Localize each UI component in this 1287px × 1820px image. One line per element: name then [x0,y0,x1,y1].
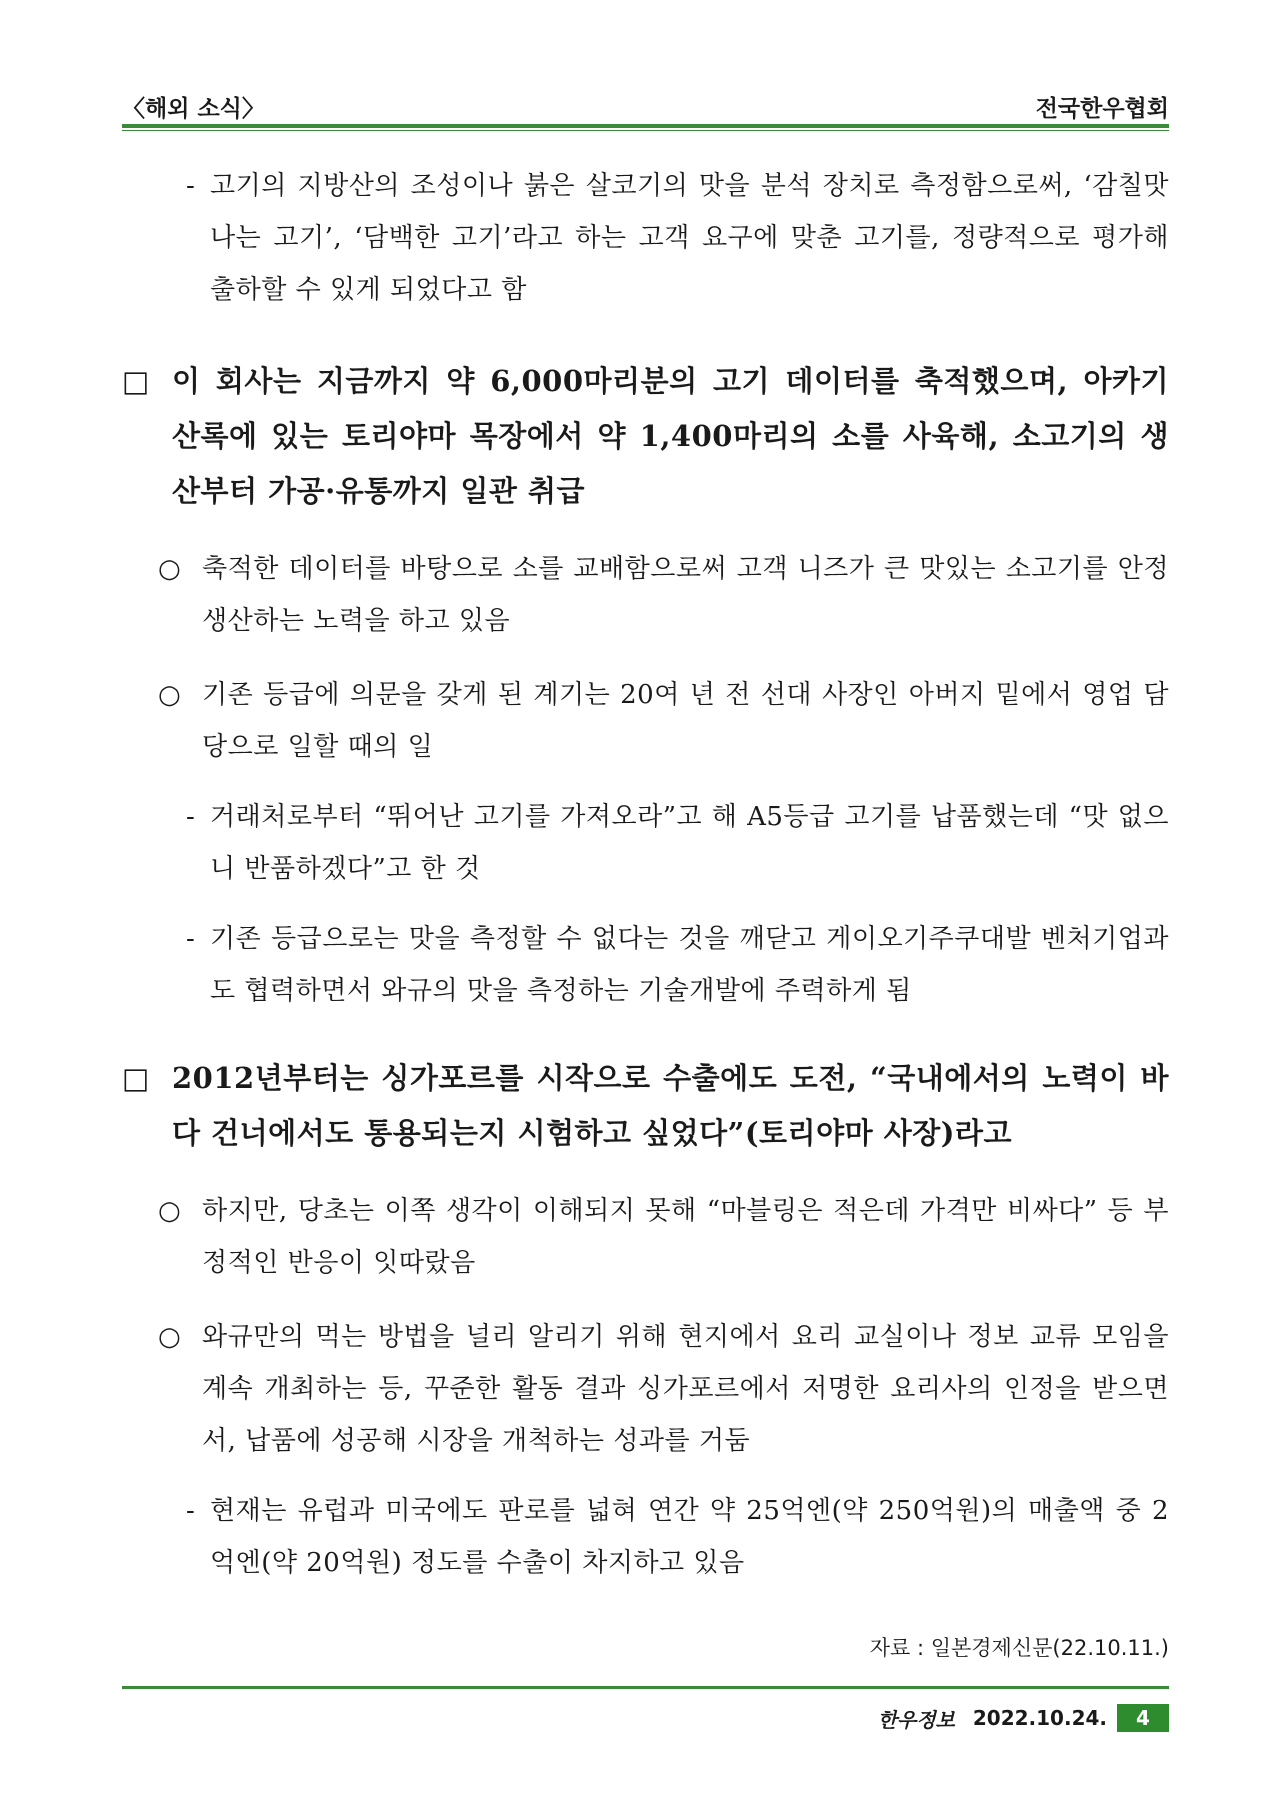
paragraph-text: 현재는 유럽과 미국에도 판로를 넓혀 연간 약 25억엔(약 250억원)의 매출액 중 2억엔(약 20억원) 정도를 수출이 차지하고 있음 [210,1496,1169,1578]
page-header [122,86,1169,124]
circle-item [122,1311,1169,1467]
circle-bullet: ○ [158,1322,182,1352]
dash-item [122,913,1169,1017]
paragraph-text: 2012년부터는 싱가포르를 시작으로 수출에도 도전, “국내에서의 노력이 바다 건너에서도 통용되는지 시험하고 싶었다”(토리야마 사장)라고 [172,1061,1169,1150]
page-number-badge: 4 [1117,1704,1169,1732]
box-item [122,354,1169,519]
section-label: 〈해외 소식〉 [122,96,265,122]
dash-bullet: - [186,1496,196,1526]
paragraph-text: 축적한 데이터를 바탕으로 소를 교배함으로써 고객 니즈가 큰 맛있는 소고기를 안정 생산하는 노력을 하고 있음 [202,554,1169,636]
dash-item [122,1485,1169,1589]
paragraph-text: 하지만, 당초는 이쪽 생각이 이해되지 못해 “마블링은 적은데 가격만 비싸다” 등 부정적인 반응이 잇따랐음 [202,1196,1169,1278]
publication-name: 한우정보 [877,1707,955,1732]
page-footer [878,1704,1169,1732]
source-citation: 자료 : 일본경제신문(22.10.11.) [869,1636,1169,1660]
circle-bullet: ○ [158,680,182,710]
dash-item [122,160,1169,316]
paragraph-text: 와규만의 먹는 방법을 널리 알리기 위해 현지에서 요리 교실이나 정보 교류 모임을 계속 개최하는 등, 꾸준한 활동 결과 싱가포르에서 저명한 요리사의 인정을 받으면서, 납품에 성공해 시장을 개척하는 성과를 거둠 [202,1322,1169,1456]
box-bullet: □ [122,1061,150,1095]
circle-bullet: ○ [158,1196,182,1226]
header-divider [122,124,1169,128]
paragraph-text: 거래처로부터 “뛰어난 고기를 가져오라”고 해 A5등급 고기를 납품했는데 “맛 없으니 반품하겠다”고 한 것 [210,802,1169,884]
box-bullet: □ [122,364,150,398]
paragraph-text: 기존 등급에 의문을 갖게 된 계기는 20여 년 전 선대 사장인 아버지 밑에서 영업 담당으로 일할 때의 일 [202,680,1169,762]
article-body [122,160,1169,1589]
dash-bullet: - [186,924,196,954]
header-divider-thin [122,130,1169,131]
dash-bullet: - [186,802,196,832]
dash-item [122,791,1169,895]
issue-date: 2022.10.24. [972,1706,1107,1730]
box-item [122,1051,1169,1161]
footer-divider [122,1686,1169,1689]
circle-bullet: ○ [158,554,182,584]
circle-item [122,543,1169,647]
circle-item [122,1185,1169,1289]
paragraph-text: 이 회사는 지금까지 약 6,000마리분의 고기 데이터를 축적했으며, 아카기 산록에 있는 토리야마 목장에서 약 1,400마리의 소를 사육해, 소고기의 생산부터 가공·유통까지 일관 취급 [172,364,1169,508]
paragraph-text: 기존 등급으로는 맛을 측정할 수 없다는 것을 깨닫고 게이오기주쿠대발 벤처기업과도 협력하면서 와규의 맛을 측정하는 기술개발에 주력하게 됨 [210,924,1169,1006]
circle-item [122,669,1169,773]
dash-bullet: - [186,171,196,201]
organization-name: 전국한우협회 [1035,96,1169,122]
paragraph-text: 고기의 지방산의 조성이나 붉은 살코기의 맛을 분석 장치로 측정함으로써, ‘감칠맛 나는 고기’, ‘담백한 고기’라고 하는 고객 요구에 맞춘 고기를, 정량적으로 평가해 출하할 수 있게 되었다고 함 [210,171,1169,305]
